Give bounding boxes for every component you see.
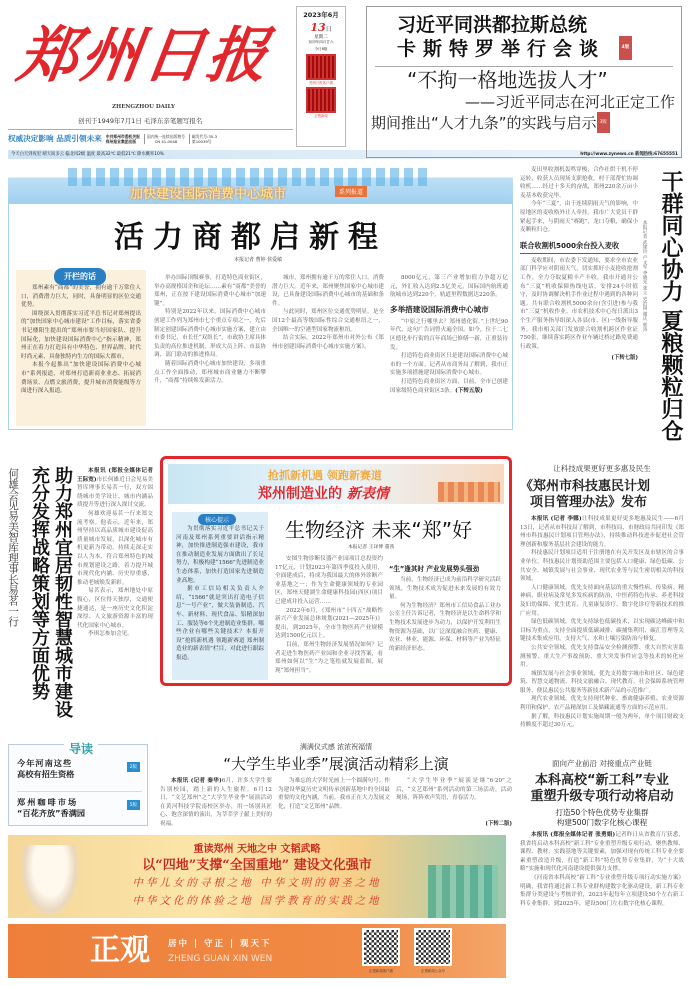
guide-page-tag[interactable]: 5版 (127, 800, 140, 810)
paragraph: “中原之行哪里去？郑州德化街。”上世纪90年代，这句广告词曾火遍全国。如今，位于二七区德化步行街的百年商场已修缮一新，正重装待发。 (390, 318, 508, 351)
paragraph: “大学生毕业季”展演是继“6·20”之后，“文艺郑州”系列活动的第三场活动。活动现场，阵阵欢声笑语，青春活力。 (396, 778, 512, 802)
paragraph: 随着国际消费中心城市加快建设，多项重点工作全面推动，郑州城市商业魅力不断攀升，“商都”持续焕发新活力。 (154, 360, 266, 385)
headline-talent-sub2: 期间推出“人才九条”的实践与启示 (371, 114, 597, 132)
qr-code-zhengguan-app[interactable] (362, 928, 400, 966)
headline-honduras-2[interactable]: 卡斯特罗举行会谈 (397, 38, 606, 60)
continued-note: (下转五版) (455, 387, 483, 394)
paragraph: 何为生物经济？郑州市工信局食品工业办公室主任告诉记者，生物经济是以生命科学和生物技术发展进步为动力，以保护开发利用生物资源为基础，以广泛深度融合医药、健康、农业、林业、能源、环保、材料等产业为特征的新经济形态。 (389, 602, 501, 652)
paragraph: 让科技成果更好更多地惠及民生——6月13日，记者从市科技局了解到，市科技局、市财政局共同印发《郑州市科技惠民计划项目管理办法》，持续推动科技进步促进社会管理创新和服务基层社会建设的能力。 (520, 516, 684, 548)
feature-column-2 (389, 555, 501, 679)
issn: CN 41-0048 (154, 138, 178, 144)
feature-column-1 (275, 555, 383, 679)
page-tag[interactable]: 3版 (597, 112, 610, 133)
factory-graphic (438, 482, 500, 502)
paragraph: 为贯彻落实习近平总书记关于河南及郑州系列重要讲话指示精神，加快推进制造强市建设，我市在推动制造业发展方面做出了长足努力，积极构建“1566”先进制造业生态体系，加快打造国家先进制造业高地。 (176, 526, 264, 584)
science-title-1[interactable]: 《郑州市科技惠民计划 (520, 479, 651, 494)
date-box (296, 6, 346, 147)
intro-label: 开栏的话 (54, 268, 106, 285)
core-tip-label: 核心提示 (198, 514, 236, 525)
headline-talent[interactable]: “不拘一格地选拔人才” (407, 68, 608, 92)
feature-banner-line2: 郑州制造业的 (258, 486, 342, 502)
paragraph: 《河南省本科高校“新工科”专业重塑升级专项行动实施方案》明确，我省将通过新工科专业群构建数字化驱动建设，新工科专业集群分类建设与考核评价，2023年起每年立项建设50个左右新工科专业集群，到2025年，建设500门左右数字化核心课程。 (520, 874, 684, 907)
guide-label: 导读 (64, 740, 98, 757)
issue-number: 第10039号 (191, 138, 212, 144)
feature-subheading: “生”逢其时 产业发展势头强劲 (389, 565, 480, 573)
zhengguan-tagline: 居中 | 守正 | 观天下 (168, 939, 272, 949)
paragraph: 据市工信局相关负责人介绍，“1566”就是突出打造电子信息“一号产业”，做大装备制造、汽车、新材料、现代食品、铝精深加工、服装等6个先进制造业集群。哪些企业有哪些关键技术？本报开设“抢抓新机遇 领跑新赛道 郑州制造业的新表情”栏目，对此进行跟踪报道。 (176, 586, 264, 661)
lead-subheading: 多举措建设国际消费中心城市 (390, 304, 489, 314)
qr-code-zhengguan-wechat[interactable] (414, 928, 452, 966)
paragraph: 何雄欢迎易茗一行来郑交流考察。他表示，近年来，郑州坚持以高品质城市建设促高质量城市发展，以深化城市有机更新为带动，持续走深走实以人为本、符合郑州特色的城市规划建设之路，着力提升城市现代化内涵、历史厚重感，推动老城焕发新彩。 (77, 510, 153, 586)
engineering-article (520, 758, 684, 984)
page-tag[interactable]: 4版 (619, 36, 633, 60)
issn-label: 国内统一连续出版物号 (146, 133, 185, 139)
guide-item-text: 高校有招生资格 (17, 769, 75, 779)
paragraph: 打造特色商业街区方面，目前，全市已创建国家级特色商业街区3条。 (390, 378, 508, 394)
paragraph: 科技惠民计划项目适用于注册地在有关开发区及市辖区的合事业单位。科技惠民计划资助范围主要包括人口健康、绿色低碳、公共安全、城镇发展与社会事业、现代农业等与民生密切相关的科技领域。 (520, 550, 684, 583)
paragraph: 麦田里收割机轰鸣穿梭，合作社烘干机不停运转，收获人员现场支职抢收，村干部帮忙协调收机……经过十多天的奋战，郑州220余万亩小麦基本收获完毕。 (520, 167, 638, 199)
meeting-byline: 本报讯 (郑报全媒体记者 王际宽) (77, 468, 153, 483)
meeting-article (77, 467, 153, 724)
graduation-title[interactable]: “大学生毕业季”展演活动精彩上演 (223, 755, 449, 773)
graduation-byline: 本报讯 (记者 秦华) (171, 778, 222, 784)
lead-column-3 (390, 274, 508, 426)
paragraph: 打造特色商业街区只是建设国际消费中心城市的一个方面。记者从市商务局了解到，我市正实施多项措施建设国际消费中心城市。 (390, 353, 508, 377)
guide-item[interactable] (17, 758, 142, 792)
intro-paragraph: 本报今起推出“加快建设国际消费中心城市”系列报道，对郑州打造新商业业态、拓展消费场景、点燃文旅消费，提升城市消费能级等方面进行深入报道。 (21, 362, 141, 395)
continued-note: (下转七版) (611, 355, 638, 362)
founded-line: 创刊于1949年7月1日 毛泽东亲笔题写报名 (78, 117, 203, 125)
paragraph: 与此同时，郑州区位交通优势明显，是全国12个最高等级国际性综合交通枢纽之一，全国唯一的空港型国家物流枢纽。 (272, 309, 384, 333)
page-count: 今日8版 (314, 47, 328, 51)
qr-label: 正观新闻公众号 (421, 969, 445, 973)
manufacturing-feature (160, 456, 512, 686)
postal-code: 邮发代号:35-3 (191, 133, 218, 139)
paragraph: 目前，郑州生物经济发展情况如何？记者走进生物医药产业园和企业寻找答案，看郑州如何以“生”为之笔绘就发展蓝图，展现“郑州担当”。 (275, 641, 383, 674)
headline-talent-sub1: ——习近平同志在河北正定工作 (464, 93, 675, 111)
feature-banner-line1: 抢抓新机遇 领跑新赛道 (268, 469, 382, 482)
culture-line4: 中华文化的体验之地 国学教育的实践之地 (132, 895, 382, 907)
publisher1: 中共郑州市委机关报 (105, 133, 140, 139)
series-tag: 系列报道 (335, 186, 367, 197)
lead-article (8, 204, 513, 430)
lead-byline: 本报记者 曹婷 侯爱敏 (234, 257, 283, 263)
guide-page-tag[interactable]: 2版 (127, 762, 140, 772)
paragraph: 市长何雄近日会见易美智库理事长易茗一行，双方围绕城市美学设计、城市内涵品质提升等进行深入探讨交流。 (77, 476, 153, 509)
zhengguan-logo: 正观 (90, 933, 150, 968)
paragraph: 据了解，科技惠民计划实施周期一般为两年，单个项目财政支持额度不超过30万元。 (520, 713, 684, 729)
engineering-kicker: 面向产业前沿 对接重点产业链 (552, 759, 652, 768)
harvest-byline: 本报记者 武建玲 卢文军 李晓光 张立 史治国 谢庆 郭涛 (642, 220, 647, 332)
culture-line3: 中华儿女的寻根之地 中华文明的朝圣之地 (132, 877, 382, 889)
science-title-2[interactable]: 项目管理办法》发布 (530, 495, 648, 510)
paragraph: 李琪怎参加会见。 (88, 631, 133, 638)
science-byline: 本报讯 (记者 李娜) (531, 516, 582, 522)
graduation-article (160, 742, 512, 832)
masthead-english: ZHENGZHOU DAILY (112, 104, 175, 110)
graduation-kicker: 满满仪式感 浓浓祝福情 (299, 743, 373, 751)
culture-line2: 以“四地”支撑“全国重地” 建设文化强市 (142, 858, 372, 873)
guide-item-text: 郑州咖啡市场 (17, 797, 79, 807)
paragraph: 公共安全领域，优先支持食品安全检测预警、重大自然灾害监测预警、重大生产事故预防、重大突发事件应急等技术的转化应用。 (520, 644, 684, 669)
qr-label: 正观新闻客户端 (369, 969, 393, 973)
harvest-article (520, 166, 638, 436)
feature-byline: 本报记者 王译博 董茜 (348, 545, 395, 550)
feature-banner (168, 464, 504, 504)
paragraph: 麦收期间，市农委下发通知，要求全市农业部门科学应对阴雨天气，切实抓好小麦抢收抢割工作，全力夺取夏粮丰产丰收。我市开通并公布“三夏”机收保障热线电话，安排24小时值守，及时协调解决机手作业过程中遇到的各种问题。共有联合收割机5000余台(含引进)参与我市“三夏”机收作业。市农机技术中心每日派出3个生产服务指导组深入各县(市、区)一线指导服务。我市相关部门发放联合收割机跨区作业证750张，继续落实跨区作业车辆过桥过路免费通行政策。 (520, 257, 638, 350)
engineering-title-2[interactable]: 重塑升级专项行动将启动 (530, 789, 674, 804)
top-news-box (366, 6, 682, 158)
paragraph: 8000亿元，第三产业增加值力争超万亿元，外汇收入达到2.5亿美元，国际国内航班通航城市达到220个，轨道里程数据达220条。 (390, 275, 508, 299)
paragraph: 为难忘的大学时光画上一个圆满句号。作为建设华夏历史文明传承创新基地中的全国最重要的文化内涵，当前，我市正在大力发展文化，打造“文艺郑州”品牌。 (278, 778, 390, 810)
slogan: 权威决定影响 品质引领未来 (8, 134, 102, 143)
intro-paragraph: 郑州素有“商都”的美誉，拥有逾千万常住人口，消费潜力巨大，同时，具备明显的区位交通优势。 (21, 285, 141, 309)
date-day: 13 (310, 21, 326, 34)
guide-box (8, 744, 148, 826)
engineering-sub-1: 打造50个特色优势专业集群 (555, 808, 649, 817)
harvest-title[interactable]: 干群同心协力 夏粮颗粒归仓 (658, 170, 683, 442)
meeting-title[interactable]: 助力郑州宜居韧性智慧城市建设 充分发挥战略策划等方面优势 (29, 466, 73, 718)
headline-honduras-1[interactable]: 习近平同洪都拉斯总统 (397, 14, 588, 36)
paragraph: 举办国际顶级赛事，打造特色商业街区，举办高规格国企和论坛……素有“商都”美誉的郑州，正在按下建设国际消费中心城市“加速键”。 (154, 275, 266, 307)
paragraph: 2022年6月，《郑州市“十四五”战略性新兴产业发展总体规划(2021—2025年)》提出，到2025年，全市生物医药产业规模达到1500亿元以上。 (275, 607, 383, 640)
paragraph: 绿色低碳领域，优先支持绿色低碳技术，以实现碳达峰碳中和目标为重点，支持全面提质低碳减排、碳捕集利用、碳汇管理等关键技术集成应用，支持大气、水和土壤污染防治与修复。 (520, 619, 684, 643)
guide-item-text: “百花齐放”香满园 (17, 808, 86, 818)
engineering-sub-2: 构建500门数字化核心课程 (556, 818, 648, 827)
lead-title[interactable]: 活力商都启新程 (114, 220, 387, 255)
engineering-byline: 本报讯 (郑报全媒体记者 张勇娟) (531, 832, 616, 838)
guide-item-text: 今年河南这些 (17, 758, 73, 768)
date-day-unit: 日 (325, 26, 332, 33)
engineering-title-1[interactable]: 本科高校“新工科”专业 (534, 773, 670, 788)
culture-line1: 重读郑州 天地之中 文韬武略 (193, 844, 321, 855)
science-kicker: 让科技成果更好更多惠及民生 (553, 464, 651, 473)
zhengguan-banner[interactable] (8, 924, 506, 978)
paragraph: 现代农业领域，优先支持现代种业、畜禽健康养殖、农业资源利用和保护、农产品精深加工及储藏流通等方面的示范应用。 (520, 696, 684, 712)
lunar-date: 癸卯年四月廿六 (308, 40, 334, 44)
lead-column-2 (272, 274, 384, 426)
qr-label-app: 郑州日报客户端 (309, 81, 333, 85)
feature-banner-line3: 新表情 (346, 486, 389, 502)
weekday: 星期二 (314, 35, 328, 40)
culture-banner[interactable] (8, 835, 506, 918)
masthead-logo: 郑州日报 (13, 21, 275, 91)
paragraph: 易茗表示，郑州地处中原腹心，区位得天独厚，交通便捷通达，是一座历史文化积淀深厚、人文旅游资源丰富的现代化国家中心城市。 (77, 588, 153, 629)
paragraph: 安图生物诊断仪器产业园项目总投资约17亿元，计划2023年第四季度投入使用，全面建成后，将成为我国最大的体外诊断产业基地之一；作为生命健康领域的专业园区，郑州天健湖生命健康科技园(西区)项目已建成并投入运营…… (275, 556, 383, 605)
date-year-month: 2023年6月 (303, 11, 339, 19)
science-article (520, 463, 684, 755)
paragraph: 当前，生物经济已成为前沿科学研究活跃领域，生物技术成为促进未来发展的有效力量。 (389, 577, 501, 601)
weather: 今天白天到夜里 晴天间多云 偏北风2级 温度 最高32℃ 最低21℃ 降水概率10% (11, 152, 164, 157)
paragraph: 城市，郑州拥有逾千万的常住人口，消费潜力巨大。近年来，郑州聚焦国家中心城市建设，已具备建设国际消费中心城市的基础和条件。 (272, 275, 384, 307)
core-tip-box (172, 512, 268, 680)
qr-label-news: 正观新闻 (314, 114, 328, 118)
paragraph: 结合实际，2022年郑州市对外公布《郑州市创建国际消费中心城市实施方案》。 (272, 335, 384, 350)
feature-title[interactable]: 生物经济 未来“郑”好 (285, 518, 473, 542)
qr-code-news[interactable] (306, 87, 336, 113)
intro-paragraph: 围绕深入贯彻落实习近平总书记对郑州提出的“加快国家中心城市建设”工作目标，落实省委书记楼阳生提出的“郑州市要当好国家队、提升国际化，加快建设国际消费中心”指示精神，郑州正在着力打造具有中华特色、世界品牌、时代时尚元素，具备独特内生力的国际大都市。 (21, 310, 141, 360)
website-hotline[interactable]: http://www.zynews.cn 新闻热线:67655551 (580, 152, 678, 157)
paragraph: 6月，许多大学生要告别校园，踏上新的人生旅程。6月12日，“文艺郑州”之“大学生毕业季”展演活动在黄河科技学院南校区举办，用一场别具匠心、饱含深情的演出，为莘莘学子献上美好的祝福。 (160, 778, 272, 827)
qr-code-app[interactable] (306, 54, 336, 80)
paragraph: 今年“三夏”，由于连续阴雨天气的影响，中原地区的麦收格外让人牵挂。我市广大党员干群紧起手来，与阴雨天“赛跑”，龙口夺粮，确保小麦颗粒归仓。 (520, 201, 638, 234)
continued-note: (下转二版) (485, 821, 512, 827)
lead-banner (8, 166, 513, 204)
intro-box (16, 270, 146, 426)
lead-column-1 (154, 274, 266, 426)
guide-item[interactable] (17, 797, 142, 825)
publisher2: 郑州报业集团出版 (105, 138, 137, 144)
paragraph: 人口健康领域，优先支持面向基层的重大慢性病、传染病、精神病、职业病及常见多发疾病的防治，中医药特色传承、养老科技及妇幼保障、优生优育、儿童康复诊疗、数字化诊疗等新技术的推广应用。 (520, 584, 684, 617)
meeting-subtitle: 何雄会见易美智库理事长易茗一行 (7, 468, 19, 627)
paragraph: 城镇发展与社会事业领域，优先支持数字城市和社区、绿色建筑、智慧交通物流、科技文旅融合、现代教育、社会保障系统管理服务、便民惠民公共服务等新技术新产品的示范推广。 (520, 670, 684, 694)
zhengguan-pinyin: ZHENG GUAN XIN WEN (168, 954, 273, 964)
harvest-subheading: 联合收割机5000余台投入麦收 (520, 241, 638, 254)
paragraph: 特别是2022年以来，国际消费中心城市创建工作列为郑州市七个重点专项之一，先后制定创建国际消费中心城市实施方案，建立由市委书记、市长任“双组长”，市政协主席具体负责的高位推进机制，形成大员上阵、市县协调、部门联动的推进格局。 (154, 309, 266, 359)
paragraph: 记者昨日从省教育厅获悉，我省将启动本科高校“新工科”专业重塑升级专项行动，聚焦教师、课程、教材、实践基地等关键要素，加强对现有传统工科专业全要素重塑改造升级，打造“新工科”特色优势专业集群，为“十大战略”实施和现代化河南建设提供强力支撑。 (520, 832, 684, 873)
lead-banner-title: 加快建设国际消费中心城市 (130, 187, 287, 202)
